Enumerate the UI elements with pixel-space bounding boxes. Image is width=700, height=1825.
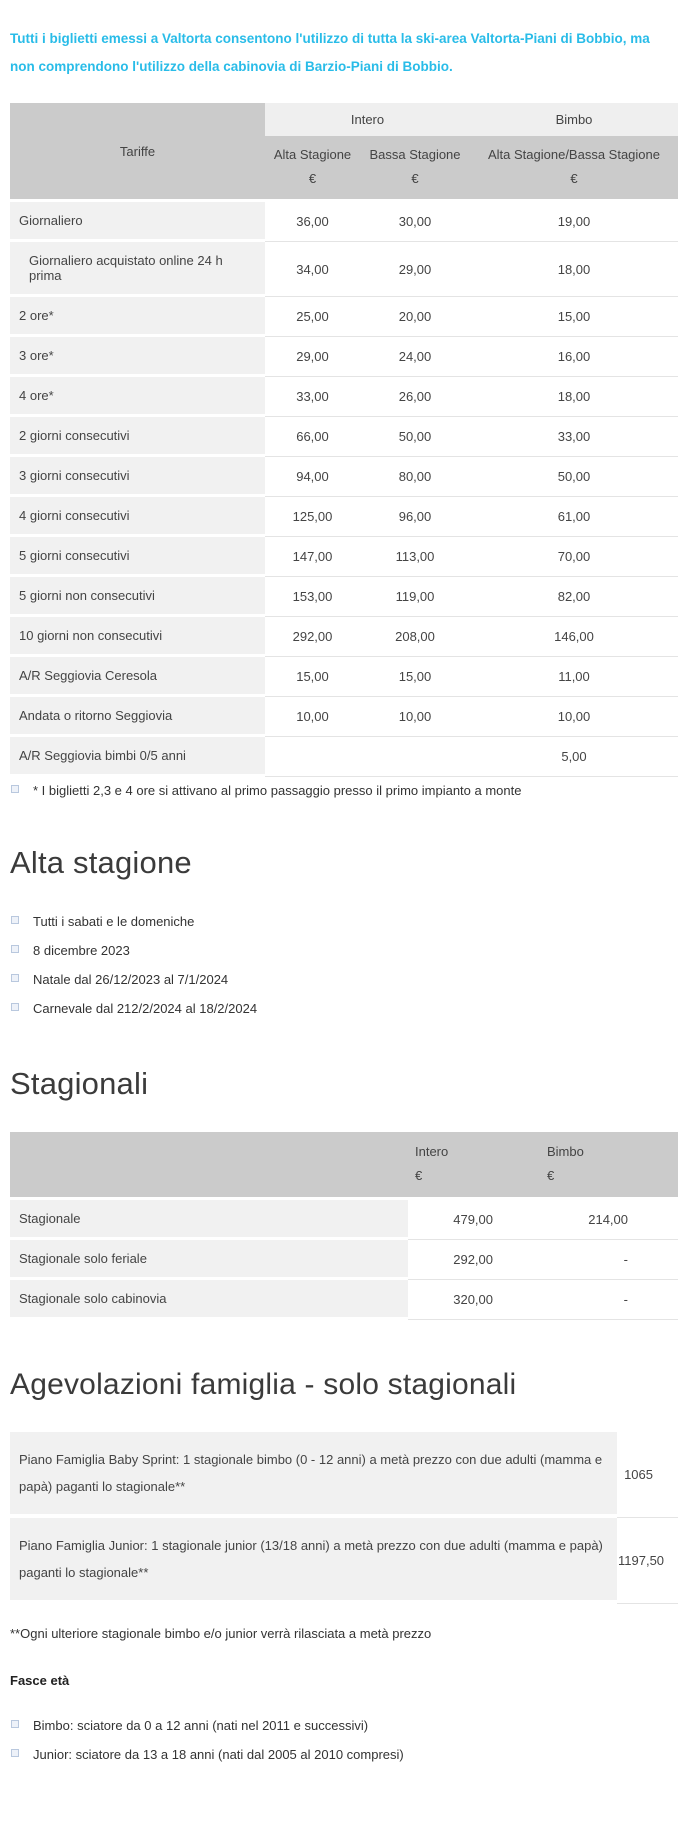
stagionale-label: Stagionale bbox=[10, 1200, 408, 1240]
tariff-label: A/R Seggiovia bimbi 0/5 anni bbox=[10, 737, 265, 777]
tariff-bassa-value: 26,00 bbox=[360, 377, 470, 417]
tariff-bimbo-value: 10,00 bbox=[470, 697, 678, 737]
tariff-label: 10 giorni non consecutivi bbox=[10, 617, 265, 657]
piano-famiglia-label: Piano Famiglia Junior: 1 stagionale junior (13/18 anni) a metà prezzo con due adulti (mamma e papà) paganti lo stagionale** bbox=[10, 1518, 617, 1604]
col-header-bimbo bbox=[530, 1132, 678, 1200]
tariff-label: 2 giorni consecutivi bbox=[10, 417, 265, 457]
tariff-label: 3 ore* bbox=[10, 337, 265, 377]
currency-symbol: € bbox=[415, 1168, 423, 1183]
agevolazioni-footnote: **Ogni ulteriore stagionale bimbo e/o junior verrà rilasciata a metà prezzo bbox=[10, 1626, 432, 1641]
fasce-eta-heading: Fasce età bbox=[10, 1673, 70, 1688]
stagionali-header-row bbox=[10, 1132, 678, 1200]
stagionale-bimbo-value: 214,00 bbox=[530, 1200, 678, 1240]
tariff-alta-value bbox=[265, 737, 360, 777]
currency-symbol: € bbox=[308, 171, 317, 186]
table-row bbox=[10, 697, 678, 737]
square-bullet-icon bbox=[11, 916, 19, 924]
col-header-bimbo-label: Bimbo bbox=[547, 1144, 584, 1159]
tariff-bimbo-value: 11,00 bbox=[470, 657, 678, 697]
stagionali-corner-header bbox=[10, 1132, 408, 1200]
tariff-bassa-value: 10,00 bbox=[360, 697, 470, 737]
tariffe-table bbox=[10, 103, 678, 777]
tariff-bimbo-value: 19,00 bbox=[470, 202, 678, 242]
currency-symbol: € bbox=[570, 171, 578, 186]
alta-stagione-list bbox=[10, 908, 678, 1024]
table-row bbox=[10, 1240, 678, 1280]
square-bullet-icon bbox=[11, 945, 19, 953]
tariff-alta-value: 33,00 bbox=[265, 377, 360, 417]
tariff-alta-value: 66,00 bbox=[265, 417, 360, 457]
alta-stagione-heading: Alta stagione bbox=[10, 845, 192, 880]
col-header-intero-label: Intero bbox=[415, 1144, 449, 1159]
tariff-label: 5 giorni consecutivi bbox=[10, 537, 265, 577]
table-row bbox=[10, 377, 678, 417]
tariff-bimbo-value: 61,00 bbox=[470, 497, 678, 537]
fasce-eta-list bbox=[10, 1712, 678, 1770]
table-row bbox=[10, 657, 678, 697]
table-row bbox=[10, 202, 678, 242]
stagionali-heading: Stagionali bbox=[10, 1066, 149, 1101]
tariff-bimbo-value: 70,00 bbox=[470, 537, 678, 577]
table-row bbox=[10, 297, 678, 337]
table-row bbox=[10, 537, 678, 577]
square-bullet-icon bbox=[11, 785, 19, 793]
col-header-alta-label: Alta Stagione bbox=[273, 147, 352, 162]
tariff-label: Giornaliero bbox=[10, 202, 265, 242]
table-row bbox=[10, 1200, 678, 1240]
tariff-alta-value: 15,00 bbox=[265, 657, 360, 697]
piano-famiglia-value: 1065 bbox=[617, 1432, 678, 1518]
col-header-bassa bbox=[360, 136, 470, 202]
col-header-bimbo-label: Alta Stagione/Bassa Stagione bbox=[487, 147, 660, 162]
list-item bbox=[10, 908, 678, 937]
table-row bbox=[10, 737, 678, 777]
table-row bbox=[10, 417, 678, 457]
stagionale-label: Stagionale solo cabinovia bbox=[10, 1280, 408, 1320]
square-bullet-icon bbox=[11, 974, 19, 982]
stagionali-table bbox=[10, 1132, 678, 1320]
tariff-alta-value: 34,00 bbox=[265, 242, 360, 297]
tariff-label: A/R Seggiovia Ceresola bbox=[10, 657, 265, 697]
tariff-bassa-value: 96,00 bbox=[360, 497, 470, 537]
tariff-bimbo-value: 18,00 bbox=[470, 242, 678, 297]
tariff-bassa-value: 15,00 bbox=[360, 657, 470, 697]
list-item-text: Carnevale dal 212/2/2024 al 18/2/2024 bbox=[33, 1001, 258, 1016]
tariffe-corner-header: Tariffe bbox=[10, 103, 265, 202]
tariff-bimbo-value: 50,00 bbox=[470, 457, 678, 497]
table-row bbox=[10, 577, 678, 617]
stagionale-intero-value: 320,00 bbox=[408, 1280, 530, 1320]
list-item-text: Natale dal 26/12/2023 al 7/1/2024 bbox=[33, 972, 229, 987]
stagionale-intero-value: 292,00 bbox=[408, 1240, 530, 1280]
tariff-label: 3 giorni consecutivi bbox=[10, 457, 265, 497]
currency-symbol: € bbox=[547, 1168, 555, 1183]
tariff-bassa-value: 208,00 bbox=[360, 617, 470, 657]
tariff-bassa-value: 113,00 bbox=[360, 537, 470, 577]
tariff-alta-value: 292,00 bbox=[265, 617, 360, 657]
list-item bbox=[10, 777, 678, 806]
tariff-alta-value: 25,00 bbox=[265, 297, 360, 337]
list-item bbox=[10, 1741, 678, 1770]
tariff-bimbo-value: 146,00 bbox=[470, 617, 678, 657]
tariff-bimbo-value: 33,00 bbox=[470, 417, 678, 457]
tariff-bassa-value: 20,00 bbox=[360, 297, 470, 337]
table-row bbox=[10, 497, 678, 537]
agevolazioni-table bbox=[10, 1432, 678, 1604]
tariff-alta-value: 29,00 bbox=[265, 337, 360, 377]
tariff-bassa-value bbox=[360, 737, 470, 777]
tariff-bassa-value: 29,00 bbox=[360, 242, 470, 297]
square-bullet-icon bbox=[11, 1003, 19, 1011]
tariff-label: 2 ore* bbox=[10, 297, 265, 337]
tariff-bassa-value: 30,00 bbox=[360, 202, 470, 242]
stagionale-label: Stagionale solo feriale bbox=[10, 1240, 408, 1280]
footnote-text: * I biglietti 2,3 e 4 ore si attivano al primo passaggio presso il primo impianto a monte bbox=[33, 783, 522, 798]
group-header-intero: Intero bbox=[265, 103, 470, 136]
tariff-alta-value: 94,00 bbox=[265, 457, 360, 497]
list-item-text: 8 dicembre 2023 bbox=[33, 943, 130, 958]
tariff-bimbo-value: 16,00 bbox=[470, 337, 678, 377]
tariffe-header-group-row bbox=[10, 103, 678, 136]
agevolazioni-heading: Agevolazioni famiglia - solo stagionali bbox=[10, 1368, 517, 1401]
list-item bbox=[10, 1712, 678, 1741]
col-header-bimbo bbox=[470, 136, 678, 202]
tariff-label: 4 giorni consecutivi bbox=[10, 497, 265, 537]
square-bullet-icon bbox=[11, 1749, 19, 1757]
tariff-bimbo-value: 5,00 bbox=[470, 737, 678, 777]
piano-famiglia-label: Piano Famiglia Baby Sprint: 1 stagionale bimbo (0 - 12 anni) a metà prezzo con due adulti (mamma e papà) paganti lo stagionale** bbox=[10, 1432, 617, 1518]
tariff-bassa-value: 50,00 bbox=[360, 417, 470, 457]
tariffe-footnote-list bbox=[10, 777, 678, 806]
tariff-bassa-value: 24,00 bbox=[360, 337, 470, 377]
tariff-bimbo-value: 15,00 bbox=[470, 297, 678, 337]
col-header-bassa-label: Bassa Stagione bbox=[369, 147, 461, 162]
stagionale-bimbo-value: - bbox=[530, 1280, 678, 1320]
table-row bbox=[10, 337, 678, 377]
stagionale-intero-value: 479,00 bbox=[408, 1200, 530, 1240]
tariff-label: 4 ore* bbox=[10, 377, 265, 417]
tariff-bimbo-value: 18,00 bbox=[470, 377, 678, 417]
table-row bbox=[10, 1518, 678, 1604]
table-row bbox=[10, 457, 678, 497]
list-item bbox=[10, 995, 678, 1024]
group-header-bimbo: Bimbo bbox=[470, 103, 678, 136]
stagionale-bimbo-value: - bbox=[530, 1240, 678, 1280]
intro-paragraph: Tutti i biglietti emessi a Valtorta consentono l'utilizzo di tutta la ski-area Valtorta-Piani di Bobbio, ma non comprendono l'utilizzo della cabinovia di Barzio-Piani di Bobbio. bbox=[10, 31, 650, 74]
table-row bbox=[10, 1432, 678, 1518]
col-header-intero bbox=[408, 1132, 530, 1200]
tariff-label: Andata o ritorno Seggiovia bbox=[10, 697, 265, 737]
square-bullet-icon bbox=[11, 1720, 19, 1728]
tariff-bassa-value: 80,00 bbox=[360, 457, 470, 497]
currency-symbol: € bbox=[411, 171, 419, 186]
tariff-bimbo-value: 82,00 bbox=[470, 577, 678, 617]
tariff-label: Giornaliero acquistato online 24 h prima bbox=[10, 242, 265, 297]
tariff-alta-value: 147,00 bbox=[265, 537, 360, 577]
table-row bbox=[10, 1280, 678, 1320]
list-item bbox=[10, 937, 678, 966]
list-item-text: Bimbo: sciatore da 0 a 12 anni (nati nel 2011 e successivi) bbox=[33, 1718, 369, 1733]
list-item-text: Junior: sciatore da 13 a 18 anni (nati dal 2005 al 2010 compresi) bbox=[33, 1747, 404, 1762]
tariff-alta-value: 125,00 bbox=[265, 497, 360, 537]
col-header-alta bbox=[265, 136, 360, 202]
tariff-alta-value: 36,00 bbox=[265, 202, 360, 242]
tariff-bassa-value: 119,00 bbox=[360, 577, 470, 617]
table-row bbox=[10, 617, 678, 657]
piano-famiglia-value: 1197,50 bbox=[617, 1518, 678, 1604]
tariff-alta-value: 153,00 bbox=[265, 577, 360, 617]
list-item bbox=[10, 966, 678, 995]
list-item-text: Tutti i sabati e le domeniche bbox=[33, 914, 195, 929]
table-row bbox=[10, 242, 678, 297]
tariff-alta-value: 10,00 bbox=[265, 697, 360, 737]
tariff-label: 5 giorni non consecutivi bbox=[10, 577, 265, 617]
